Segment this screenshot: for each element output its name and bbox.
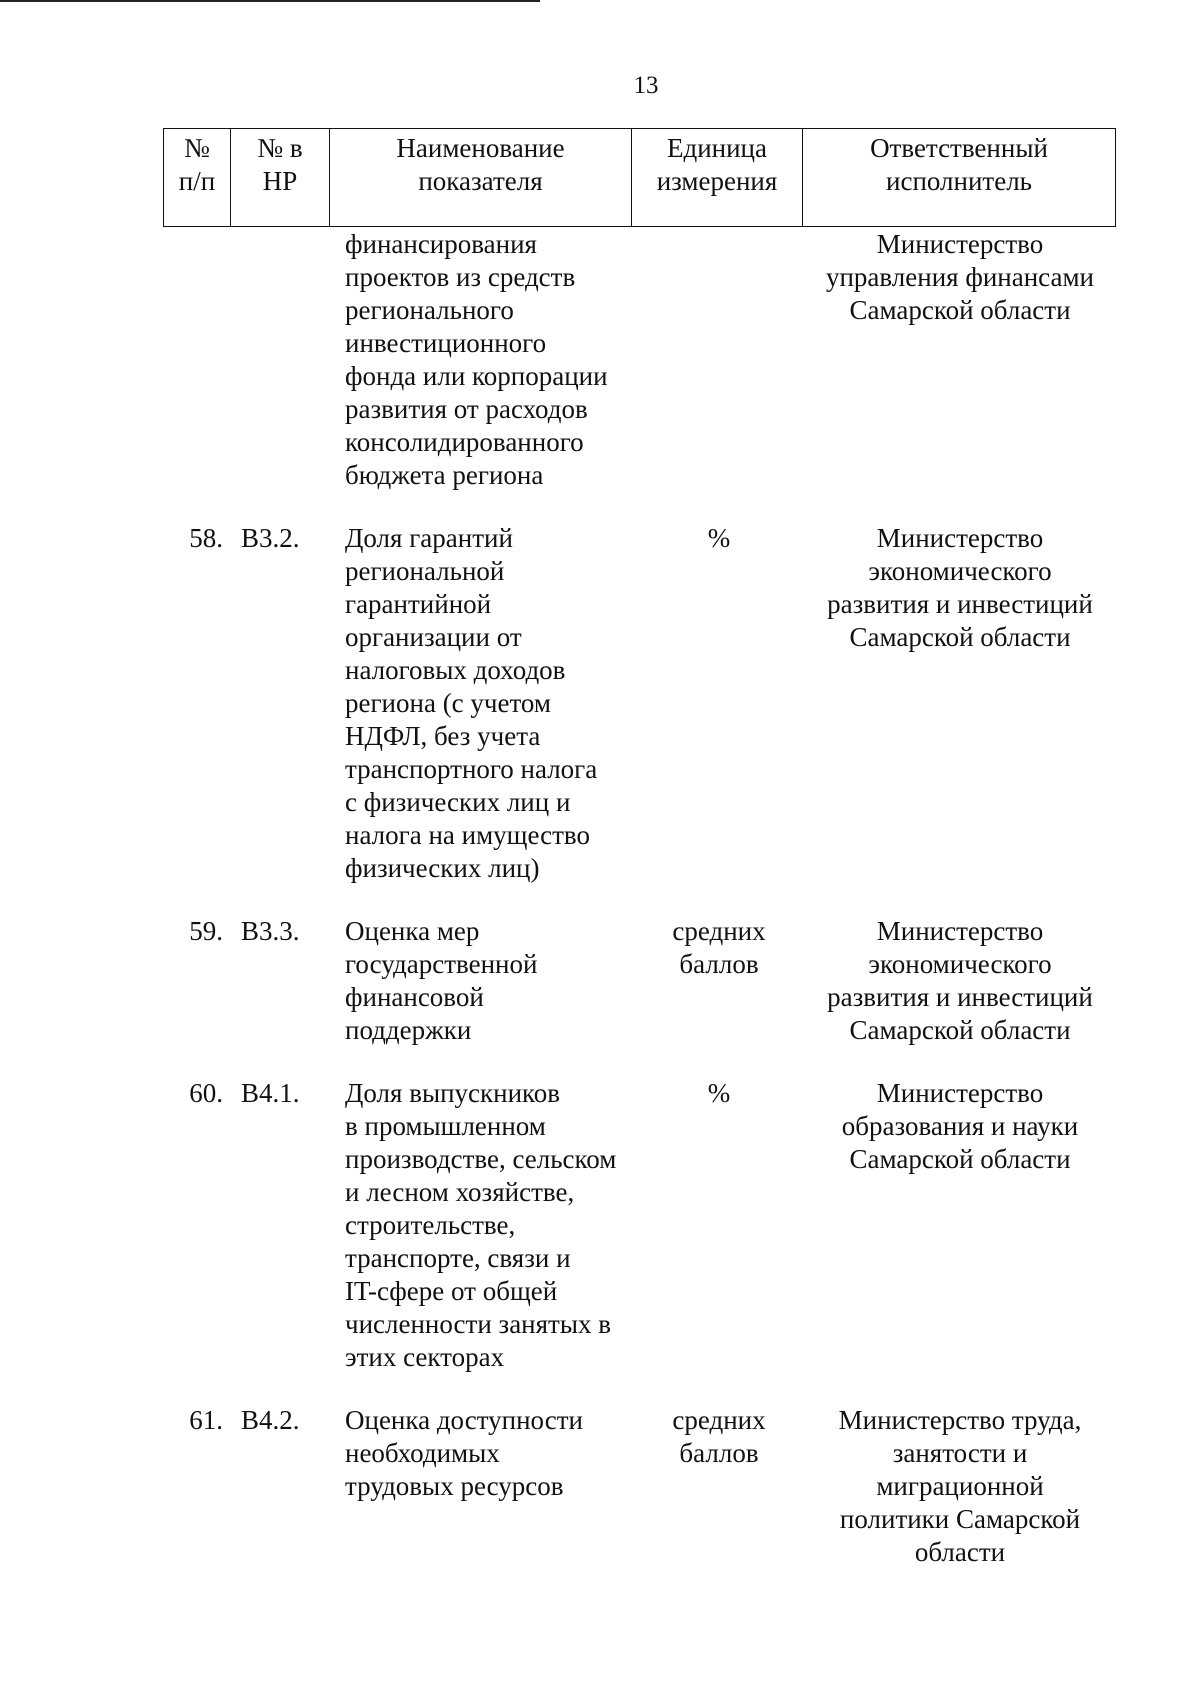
unit-cell [633,522,805,555]
indicator-name-line: государственной [345,949,538,979]
row-code-cell [233,915,333,948]
row-number: 58. [189,523,223,553]
executor-line: миграционной [876,1471,1044,1501]
indicator-name-line: с физических лиц и [345,787,571,817]
indicator-name-line: гарантийной [345,589,492,619]
row-number: 61. [189,1405,223,1435]
executor-line: политики Самарской [839,1504,1081,1534]
unit-cell [633,1404,805,1470]
row-number: 59. [189,916,223,946]
indicator-name-line: Оценка мер [345,916,480,946]
indicator-name-line: финансирования [345,229,537,259]
indicator-name-line: регионального [345,295,514,325]
row-code-cell [233,1404,333,1437]
header-line: Ответственный [870,133,1048,163]
row-code: В4.1. [241,1078,300,1108]
header-line: исполнитель [886,166,1032,196]
header-line: Единица [666,133,767,163]
header-cell-executor [803,129,1116,227]
executor-line: Министерство [876,916,1044,946]
executor-line: экономического [868,556,1052,586]
header-line: показателя [418,166,543,196]
indicator-name-line: этих секторах [345,1342,505,1372]
row-number: 60. [189,1078,223,1108]
table-row [163,915,1115,1047]
row-code-cell [233,522,333,555]
header-line: № [184,133,210,163]
indicator-name-line: финансовой [345,982,484,1012]
unit-line: средних [672,916,766,946]
header-line: Наименование [396,133,565,163]
indicator-name-line: организации от [345,622,522,652]
header-line: п/п [178,166,216,196]
table-row [163,1404,1115,1569]
unit-line: баллов [679,1438,759,1468]
unit-cell [633,1077,805,1110]
row-number-cell [163,522,233,555]
indicator-name-line: производстве, сельском [345,1144,617,1174]
indicator-name-line: численности занятых в [345,1309,611,1339]
executor-line: Самарской области [849,1144,1071,1174]
indicator-name-line: консолидированного [345,427,584,457]
indicator-name-cell [333,228,633,492]
row-code: В3.2. [241,523,300,553]
executor-line: занятости и [892,1438,1028,1468]
indicator-name-line: Оценка доступности [345,1405,583,1435]
executor-line: Министерство [876,523,1044,553]
indicator-name-line: региона (с учетом [345,688,551,718]
header-line: № в [257,133,303,163]
executor-cell [805,228,1115,327]
executor-line: Министерство труда, [838,1405,1082,1435]
header-line: измерения [656,166,778,196]
indicator-name-line: поддержки [345,1015,472,1045]
indicator-name-line: НДФЛ, без учета [345,721,541,751]
indicator-name-cell [333,1404,633,1503]
row-number-cell [163,1077,233,1110]
indicator-name-line: трудовых ресурсов [345,1471,564,1501]
executor-cell [805,915,1115,1047]
indicator-name-line: региональной [345,556,505,586]
table-body [163,228,1115,1569]
indicator-name-line: IT-сфере от общей [345,1276,558,1306]
indicator-name-line: бюджета региона [345,460,544,490]
indicator-name-line: транспорте, связи и [345,1243,571,1273]
row-code: В4.2. [241,1405,300,1435]
indicator-name-line: налога на имущество [345,820,590,850]
indicator-name-line: физических лиц) [345,853,540,883]
header-cell-indicator-name [330,129,632,227]
unit-line: средних [672,1405,766,1435]
indicator-name-line: Доля выпускников [345,1078,561,1108]
indicator-name-line: налоговых доходов [345,655,566,685]
indicator-name-line: инвестиционного [345,328,547,358]
row-code: В3.3. [241,916,300,946]
indicator-name-cell [333,522,633,885]
indicator-name-cell [333,1077,633,1374]
indicator-name-line: Доля гарантий [345,523,513,553]
executor-line: экономического [868,949,1052,979]
row-number-cell [163,915,233,948]
indicator-name-line: транспортного налога [345,754,598,784]
unit-line: баллов [679,949,759,979]
executor-line: развития и инвестиций [827,982,1093,1012]
indicator-name-cell [333,915,633,1047]
executor-line: Самарской области [849,1015,1071,1045]
executor-line: Министерство [876,1078,1044,1108]
indicator-name-line: в промышленном [345,1111,546,1141]
row-code-cell [233,1077,333,1110]
executor-line: Самарской области [849,295,1071,325]
indicator-name-line: проектов из средств [345,262,576,292]
unit-line: % [707,523,731,553]
row-number-cell [163,1404,233,1437]
executor-line: образования и науки [841,1111,1079,1141]
indicator-name-line: необходимых [345,1438,500,1468]
scan-top-edge-line [0,0,540,2]
executor-cell [805,522,1115,654]
executor-cell [805,1404,1115,1569]
executor-line: Министерство [876,229,1044,259]
header-line: НР [262,166,298,196]
header-row [164,129,1116,227]
header-cell-unit [632,129,803,227]
executor-line: области [914,1537,1006,1567]
header-cell-number [164,129,231,227]
indicator-name-line: и лесном хозяйстве, [345,1177,575,1207]
header-cell-nr-number [231,129,330,227]
executor-cell [805,1077,1115,1176]
indicator-name-line: фонда или корпорации [345,361,608,391]
table-row [163,522,1115,885]
unit-line: % [707,1078,731,1108]
executor-line: развития и инвестиций [827,589,1093,619]
unit-cell [633,915,805,981]
indicator-name-line: строительстве, [345,1210,516,1240]
table-header [163,128,1116,227]
table-row [163,228,1115,492]
executor-line: Самарской области [849,622,1071,652]
indicator-name-line: развития от расходов [345,394,588,424]
table-row [163,1077,1115,1374]
page-number: 13 [633,72,659,99]
executor-line: управления финансами [825,262,1094,292]
